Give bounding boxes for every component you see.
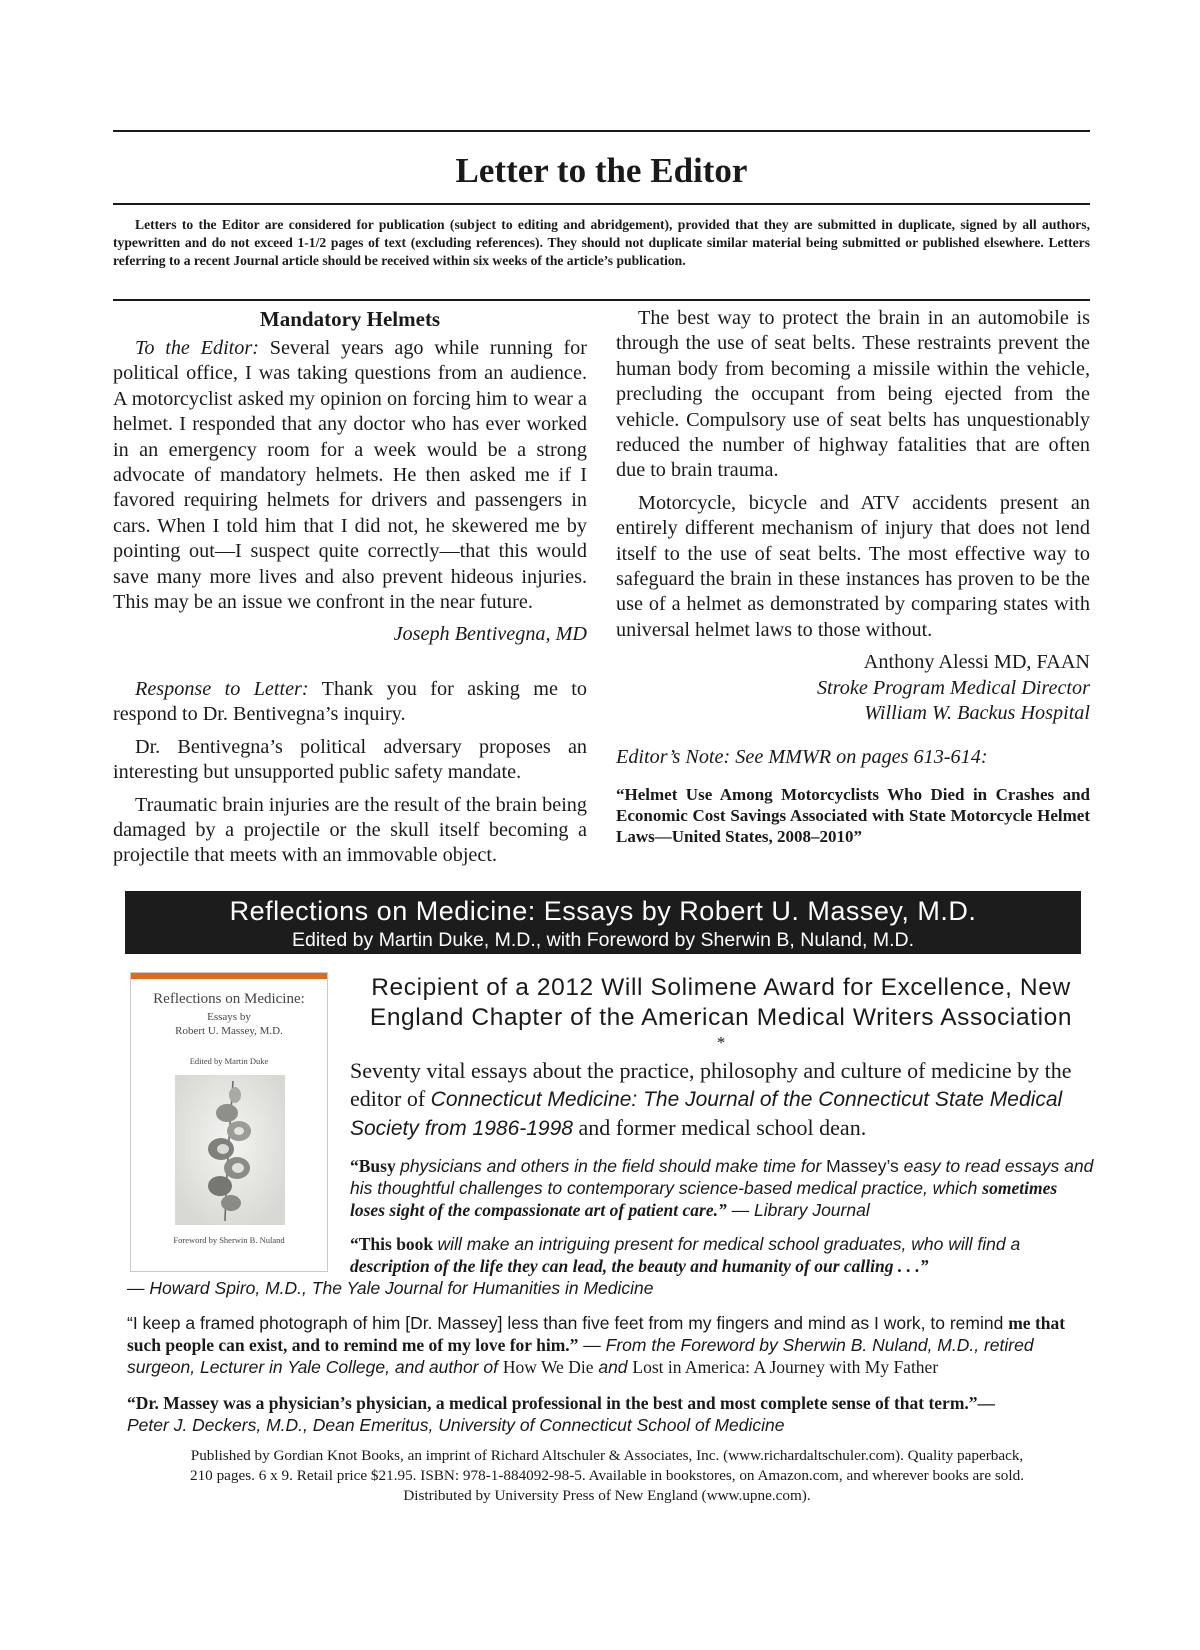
book-title: Lost in America: A Journey with My Father [632,1357,939,1377]
response-signature-org: William W. Backus Hospital [864,702,1090,725]
quote-attribution: Peter J. Deckers, M.D., Dean Emeritus, University of Connecticut School of Medicine [127,1415,785,1435]
response-label: Response to Letter: [135,677,309,700]
cover-foreword: Foreword by Sherwin B. Nuland [173,1235,285,1245]
notice-rule [113,299,1090,301]
letter-signature: Joseph Bentivegna, MD [393,623,587,646]
award-text: Recipient of a 2012 Will Solimene Award for Excellence, New England Chapter of the American Medical Writers Association [369,974,1073,1031]
title-rule [113,203,1090,205]
book-ad-subtitle: Edited by Martin Duke, M.D., with Foreword by Sherwin B, Nuland, M.D. [291,929,915,951]
editors-note: Editor’s Note: See MMWR on pages 613-614: [616,745,988,768]
cover-title: Reflections on Medicine: [153,991,305,1007]
foxglove-flower-illustration [175,1075,285,1225]
response-paragraph-4: The best way to protect the brain in an automobile is through the use of seat belts. These restraints prevent the human body from becoming a missile within the vehicle, precluding the occupant from being ejected from the vehicle. Compulsory use of seat belts has unquestionably reduced the number of highway fatalities that are often due to brain trauma. [616,307,1090,482]
article-title: Mandatory Helmets [259,307,441,331]
quote-attribution: — From the Foreword by Sherwin B. Nuland, M.D., retired surgeon, Lecturer in Yale College, and author of [127,1335,1034,1377]
cover-subtitle: Essays by [207,1011,251,1023]
publisher-info: Published by Gordian Knot Books, an imprint of Richard Altschuler & Associates, Inc. (www.richardaltschuler.com). Quality paperback, 210 pages. 6 x 9. Retail price $21.95. ISBN: 978-1-884092-98-5. Available in bookstores, on Amazon.com, and wherever books are sold. Distributed by University Press of New England (www.upne.com). [189,1447,1025,1504]
page-title: Letter to the Editor [455,151,748,190]
book-ad-title: Reflections on Medicine: Essays by Robert U. Massey, M.D. [229,896,977,926]
response-paragraph-1: Response to Letter: Thank you for asking me to respond to Dr. Bentivegna’s inquiry. [113,677,587,726]
top-rule [113,130,1090,132]
submission-notice: Letters to the Editor are considered for publication (subject to editing and abridgement), provided that they are submitted in duplicate, signed by all authors, typewritten and do not exceed 1-1/2 pages of text (excluding references). They should not duplicate similar material being submitted or published elsewhere. Letters referring to a recent Journal article should be received within six weeks of the article’s publication. [113,217,1090,268]
response-paragraph-5: Motorcycle, bicycle and ATV accidents present an entirely different mechanism of injury that does not lend itself to the use of seat belts. The most effective way to safeguard the brain in these instances has proven to be the use of a helmet as demonstrated by comparing states with universal helmet laws to those without. [616,491,1090,641]
book-title: How We Die [502,1357,594,1377]
response-signature-role: Stroke Program Medical Director [816,676,1090,699]
book-cover-image [130,972,328,1272]
journal-name: Connecticut Medicine: The Journal of the Connecticut State Medical Society from 1986-1998 [350,1088,1063,1140]
review-quote-peter-deckers: “Dr. Massey was a physician’s physician, a medical professional in the best and most complete sense of that term.”— Peter J. Deckers, M.D., Dean Emeritus, University of Connecticut School of Medicine [127,1393,996,1435]
quote-attribution: — Library Journal [726,1200,870,1220]
right-column [616,306,1090,854]
book-ad-banner [125,891,1081,954]
cover-editor: Edited by Martin Duke [189,1056,269,1066]
award-separator: * [716,1033,726,1052]
review-quote-howard-spiro: “This book will make an intriguing present for medical school graduates, who will find a description of the life they can lead, the beauty and humanity of our calling . . .” [350,1234,1021,1276]
response-paragraph-2: Dr. Bentivegna’s political adversary proposes an interesting but unsupported public safety mandate. [113,735,587,784]
review-quote-library-journal: “Busy physicians and others in the field should make time for Massey’s easy to read essays and his thoughtful challenges to contemporary science-based medical practice, which sometimes loses sight of the compassionate art of patient care.” — Library Journal [350,1156,1094,1220]
response-paragraph-3: Traumatic brain injuries are the result of the brain being damaged by a projectile or the skull itself becoming a projectile that meets with an immovable object. [113,793,587,867]
quote-attribution: — Howard Spiro, M.D., The Yale Journal for Humanities in Medicine [127,1278,654,1298]
letter-text: Several years ago while running for political office, I was taking questions from an audience. A motorcyclist asked my opinion on forcing him to wear a helmet. I responded that any doctor who has ever worked in an emergency room for a week would be a strong advocate of mandatory helmets. He then asked me if I favored requiring helmets for drivers and passengers in cars. When I told him that I did not, he skewered me by pointing out—I suspect quite correctly—that this would save many more lives and also prevent hideous injuries. This may be an issue we confront in the near future. [113,337,587,614]
cover-stripe [131,973,327,979]
letter-salutation: To the Editor: [135,337,259,359]
cover-author: Robert U. Massey, M.D. [175,1025,283,1037]
review-quote-sherwin-nuland: “I keep a framed photograph of him [Dr. Massey] less than five feet from my fingers and mind as I work, to remind me that such people can exist, and to remind me of my love for him.” — From the Foreword by Sherwin B. Nuland, M.D., retired surgeon, Lecturer in Yale College, and author of How We Die and Lost in America: A Journey with My Father [127,1313,1066,1377]
letter-body [113,336,587,615]
left-column [113,306,587,876]
response-signature-name: Anthony Alessi MD, FAAN [863,651,1090,674]
editors-note-reference: “Helmet Use Among Motorcyclists Who Died in Crashes and Economic Cost Savings Associated with State Motorcycle Helmet Laws—United States, 2008–2010” [616,784,1090,846]
book-description: Seventy vital essays about the practice, philosophy and culture of medicine by the editor of Connecticut Medicine: The Journal of the Connecticut State Medical Society from 1986-1998 and former medical school dean. [350,1058,1072,1140]
